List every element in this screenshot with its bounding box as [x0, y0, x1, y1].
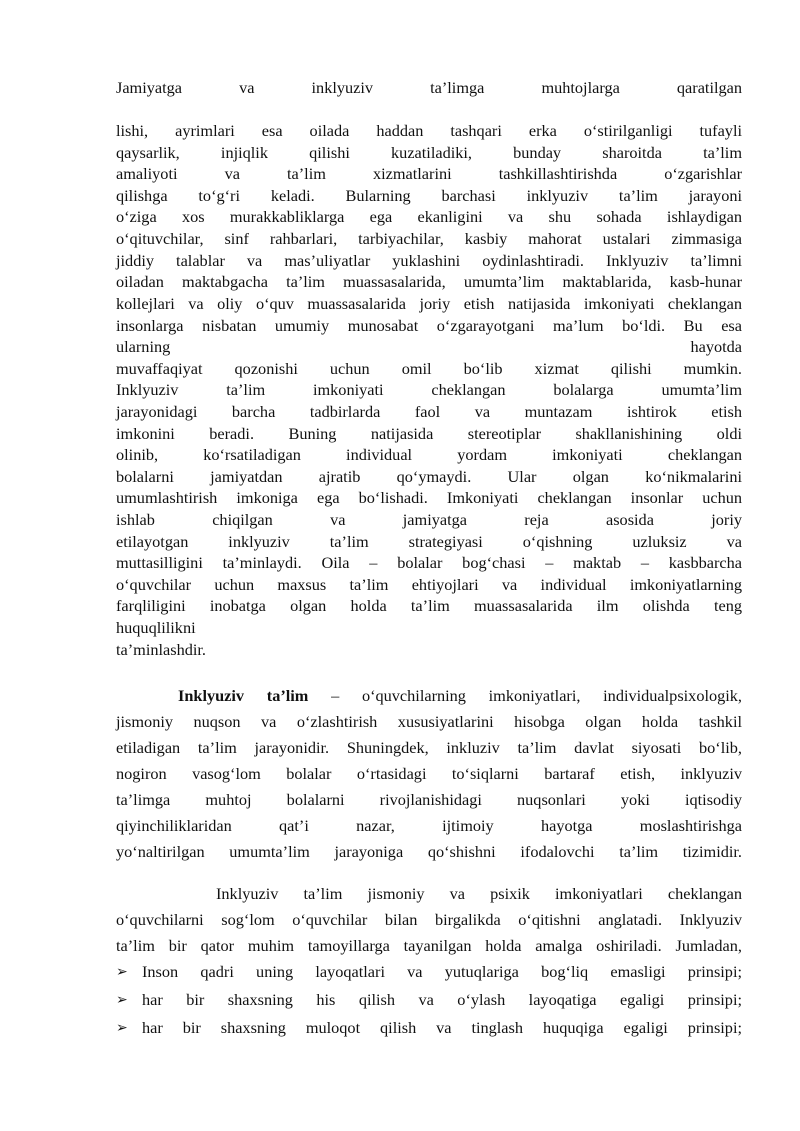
text-line: ta’lim bir qator muhim tamoyillarga tayanilgan holda amalga oshiriladi. Jumladan,: [116, 936, 742, 955]
text-line: nogiron vasog‘lom bolalar o‘rtasidagi to‘siqlarni bartaraf etish, inklyuziv: [116, 764, 742, 783]
text-line: umumlashtirish imkoniga ega bo‘lishadi. Imkoniyati cheklangan insonlar uchun: [116, 488, 742, 507]
arrow-bullet-icon: ➢: [116, 964, 128, 980]
text-line: ta’minlashdir.: [116, 640, 206, 659]
text-line: o‘ziga xos murakkabliklarga ega ekanligini va shu sohada ishlaydigan: [116, 207, 742, 226]
defined-term: Inklyuziv ta’lim: [178, 686, 309, 705]
text-line: jismoniy nuqson va o‘zlashtirish xususiyatlarini hisobga olgan holda tashkil: [116, 712, 742, 731]
text-line: insonlarga nisbatan umumiy munosabat o‘zgarayotgani ma’lum bo‘ldi. Bu esa: [116, 316, 742, 335]
text-line: oiladan maktabgacha ta’lim muassasalarida, umumta’lim maktablarida, kasb-hunar: [116, 272, 742, 291]
definition-text: – o‘quvchilarning imkoniyatlari, individualpsixologik,: [308, 686, 742, 705]
text-line: etilayotgan inklyuziv ta’lim strategiyasi o‘qishning uzluksiz va: [116, 532, 742, 551]
list-item-text: har bir shaxsning muloqot qilish va tinglash huquqiga egaligi prinsipi;: [142, 1018, 742, 1037]
definition-first-line: [178, 686, 742, 706]
text-line: ularning hayotda: [116, 337, 742, 356]
text-line: o‘quvchilarni sog‘lom o‘quvchilar bilan birgalikda o‘qitishni anglatadi. Inklyuziv: [116, 910, 742, 929]
text-line: muttasilligini ta’minlaydi. Oila – bolalar bog‘chasi – maktab – kasbbarcha: [116, 553, 742, 572]
text-line: etiladigan ta’lim jarayonidir. Shuningdek, inkluziv ta’lim davlat siyosati bo‘lib,: [116, 738, 742, 757]
text-line: amaliyoti va ta’lim xizmatlarini tashkillashtirishda o‘zgarishlar: [116, 164, 742, 183]
text-line: ishlab chiqilgan va jamiyatga reja asosida joriy: [116, 510, 742, 529]
text-line: kollejlari va oliy o‘quv muassasalarida joriy etish natijasida imkoniyati cheklangan: [116, 294, 742, 313]
arrow-bullet-icon: ➢: [116, 1020, 128, 1036]
text-line: qaysarlik, injiqlik qilishi kuzatiladiki, bunday sharoitda ta’lim: [116, 143, 742, 162]
text-line: o‘quvchilar uchun maxsus ta’lim ehtiyojlari va individual imkoniyatlarning: [116, 575, 742, 594]
text-line: ta’limga muhtoj bolalarni rivojlanishidagi nuqsonlari yoki iqtisodiy: [116, 790, 742, 809]
text-line: imkonini beradi. Buning natijasida stereotiplar shakllanishining oldi: [116, 424, 742, 443]
text-line: Inklyuziv ta’lim imkoniyati cheklangan bolalarga umumta’lim: [116, 380, 742, 399]
text-line: lishi, ayrimlari esa oilada haddan tashqari erka o‘stirilganligi tufayli: [116, 121, 742, 140]
text-line: olinib, ko‘rsatiladigan individual yordam imkoniyati cheklangan: [116, 445, 742, 464]
text-line: Jamiyatga va inklyuziv ta’limga muhtojlarga qaratilgan: [116, 78, 742, 97]
text-line: Inklyuziv ta’lim jismoniy va psixik imkoniyatlari cheklangan: [216, 884, 742, 903]
text-line: qilishga to‘g‘ri keladi. Bularning barchasi inklyuziv ta’lim jarayoni: [116, 186, 742, 205]
arrow-bullet-icon: ➢: [116, 992, 128, 1008]
text-line: yo‘naltirilgan umumta’lim jarayoniga qo‘shishni ifodalovchi ta’lim tizimidir.: [116, 842, 742, 861]
text-line: bolalarni jamiyatdan ajratib qo‘ymaydi. Ular olgan ko‘nikmalarini: [116, 467, 742, 486]
text-line: o‘qituvchilar, sinf rahbarlari, tarbiyachilar, kasbiy mahorat ustalari zimmasiga: [116, 229, 742, 248]
text-line: muvaffaqiyat qozonishi uchun omil bo‘lib xizmat qilishi mumkin.: [116, 359, 742, 378]
text-line: jarayonidagi barcha tadbirlarda faol va muntazam ishtirok etish: [116, 402, 742, 421]
text-line: huquqlilikni: [116, 618, 196, 637]
text-line: qiyinchiliklaridan qat’i nazar, ijtimoiy hayotga moslashtirishga: [116, 816, 742, 835]
list-item-text: har bir shaxsning his qilish va o‘ylash layoqatiga egaligi prinsipi;: [142, 990, 742, 1009]
text-line: farqliligini inobatga olgan holda ta’lim muassasalarida ilm olishda teng: [116, 596, 742, 615]
text-line: jiddiy talablar va mas’uliyatlar yuklashini oydinlashtiradi. Inklyuziv ta’limni: [116, 251, 742, 270]
list-item-text: Inson qadri uning layoqatlari va yutuqlariga bog‘liq emasligi prinsipi;: [142, 962, 742, 981]
